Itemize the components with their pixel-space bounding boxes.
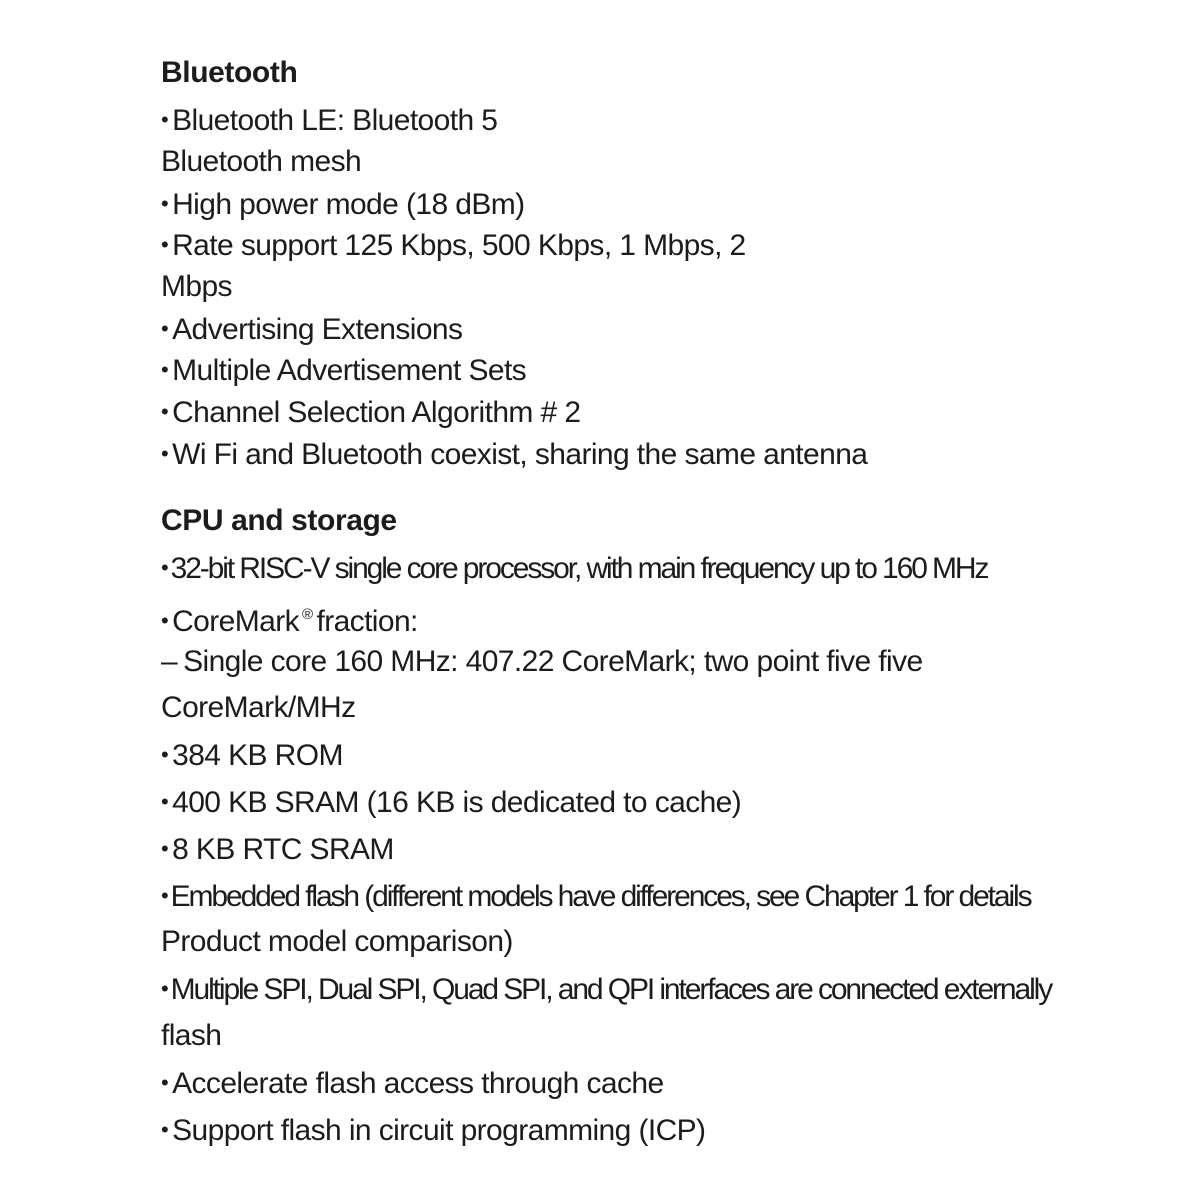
list-subitem: – Single core 160 MHz: 407.22 CoreMark; two point five five [161, 644, 923, 680]
list-item: • Bluetooth LE: Bluetooth 5 [161, 102, 497, 139]
list-item: • Multiple Advertisement Sets [161, 352, 526, 389]
list-item: • High power mode (18 dBm) [161, 186, 525, 223]
coremark-suffix: fraction: [316, 605, 418, 638]
list-item: • 8 KB RTC SRAM [161, 831, 394, 868]
list-item: • Embedded flash (different models have differences, see Chapter 1 for details [161, 878, 1031, 915]
list-item: • Accelerate flash access through cache [161, 1065, 664, 1102]
list-item: • Channel Selection Algorithm # 2 [161, 394, 580, 431]
list-item-continuation: CoreMark/MHz [161, 691, 356, 724]
list-item-continuation: Mbps [161, 270, 232, 303]
list-item: • Rate support 125 Kbps, 500 Kbps, 1 Mbps, 2 [161, 227, 746, 264]
list-item: • Wi Fi and Bluetooth coexist, sharing the same antenna [161, 436, 867, 473]
list-item: • Advertising Extensions [161, 311, 462, 348]
list-item [161, 597, 418, 640]
list-item: • 384 KB ROM [161, 737, 343, 774]
list-item: • Support flash in circuit programming (ICP) [161, 1112, 705, 1149]
list-item: • 400 KB SRAM (16 KB is dedicated to cache) [161, 784, 741, 821]
list-item: • 32-bit RISC-V single core processor, with main frequency up to 160 MHz [161, 550, 987, 587]
registered-mark: ® [302, 606, 313, 623]
list-item: • Multiple SPI, Dual SPI, Quad SPI, and QPI interfaces are connected externally [161, 971, 1051, 1008]
list-item-continuation: Product model comparison) [161, 925, 513, 958]
coremark-label: CoreMark [172, 605, 299, 638]
list-item-continuation: flash [161, 1019, 222, 1052]
section-heading-cpu-storage: CPU and storage [161, 504, 397, 537]
list-item-continuation: Bluetooth mesh [161, 145, 362, 178]
section-heading-bluetooth: Bluetooth [161, 56, 298, 89]
